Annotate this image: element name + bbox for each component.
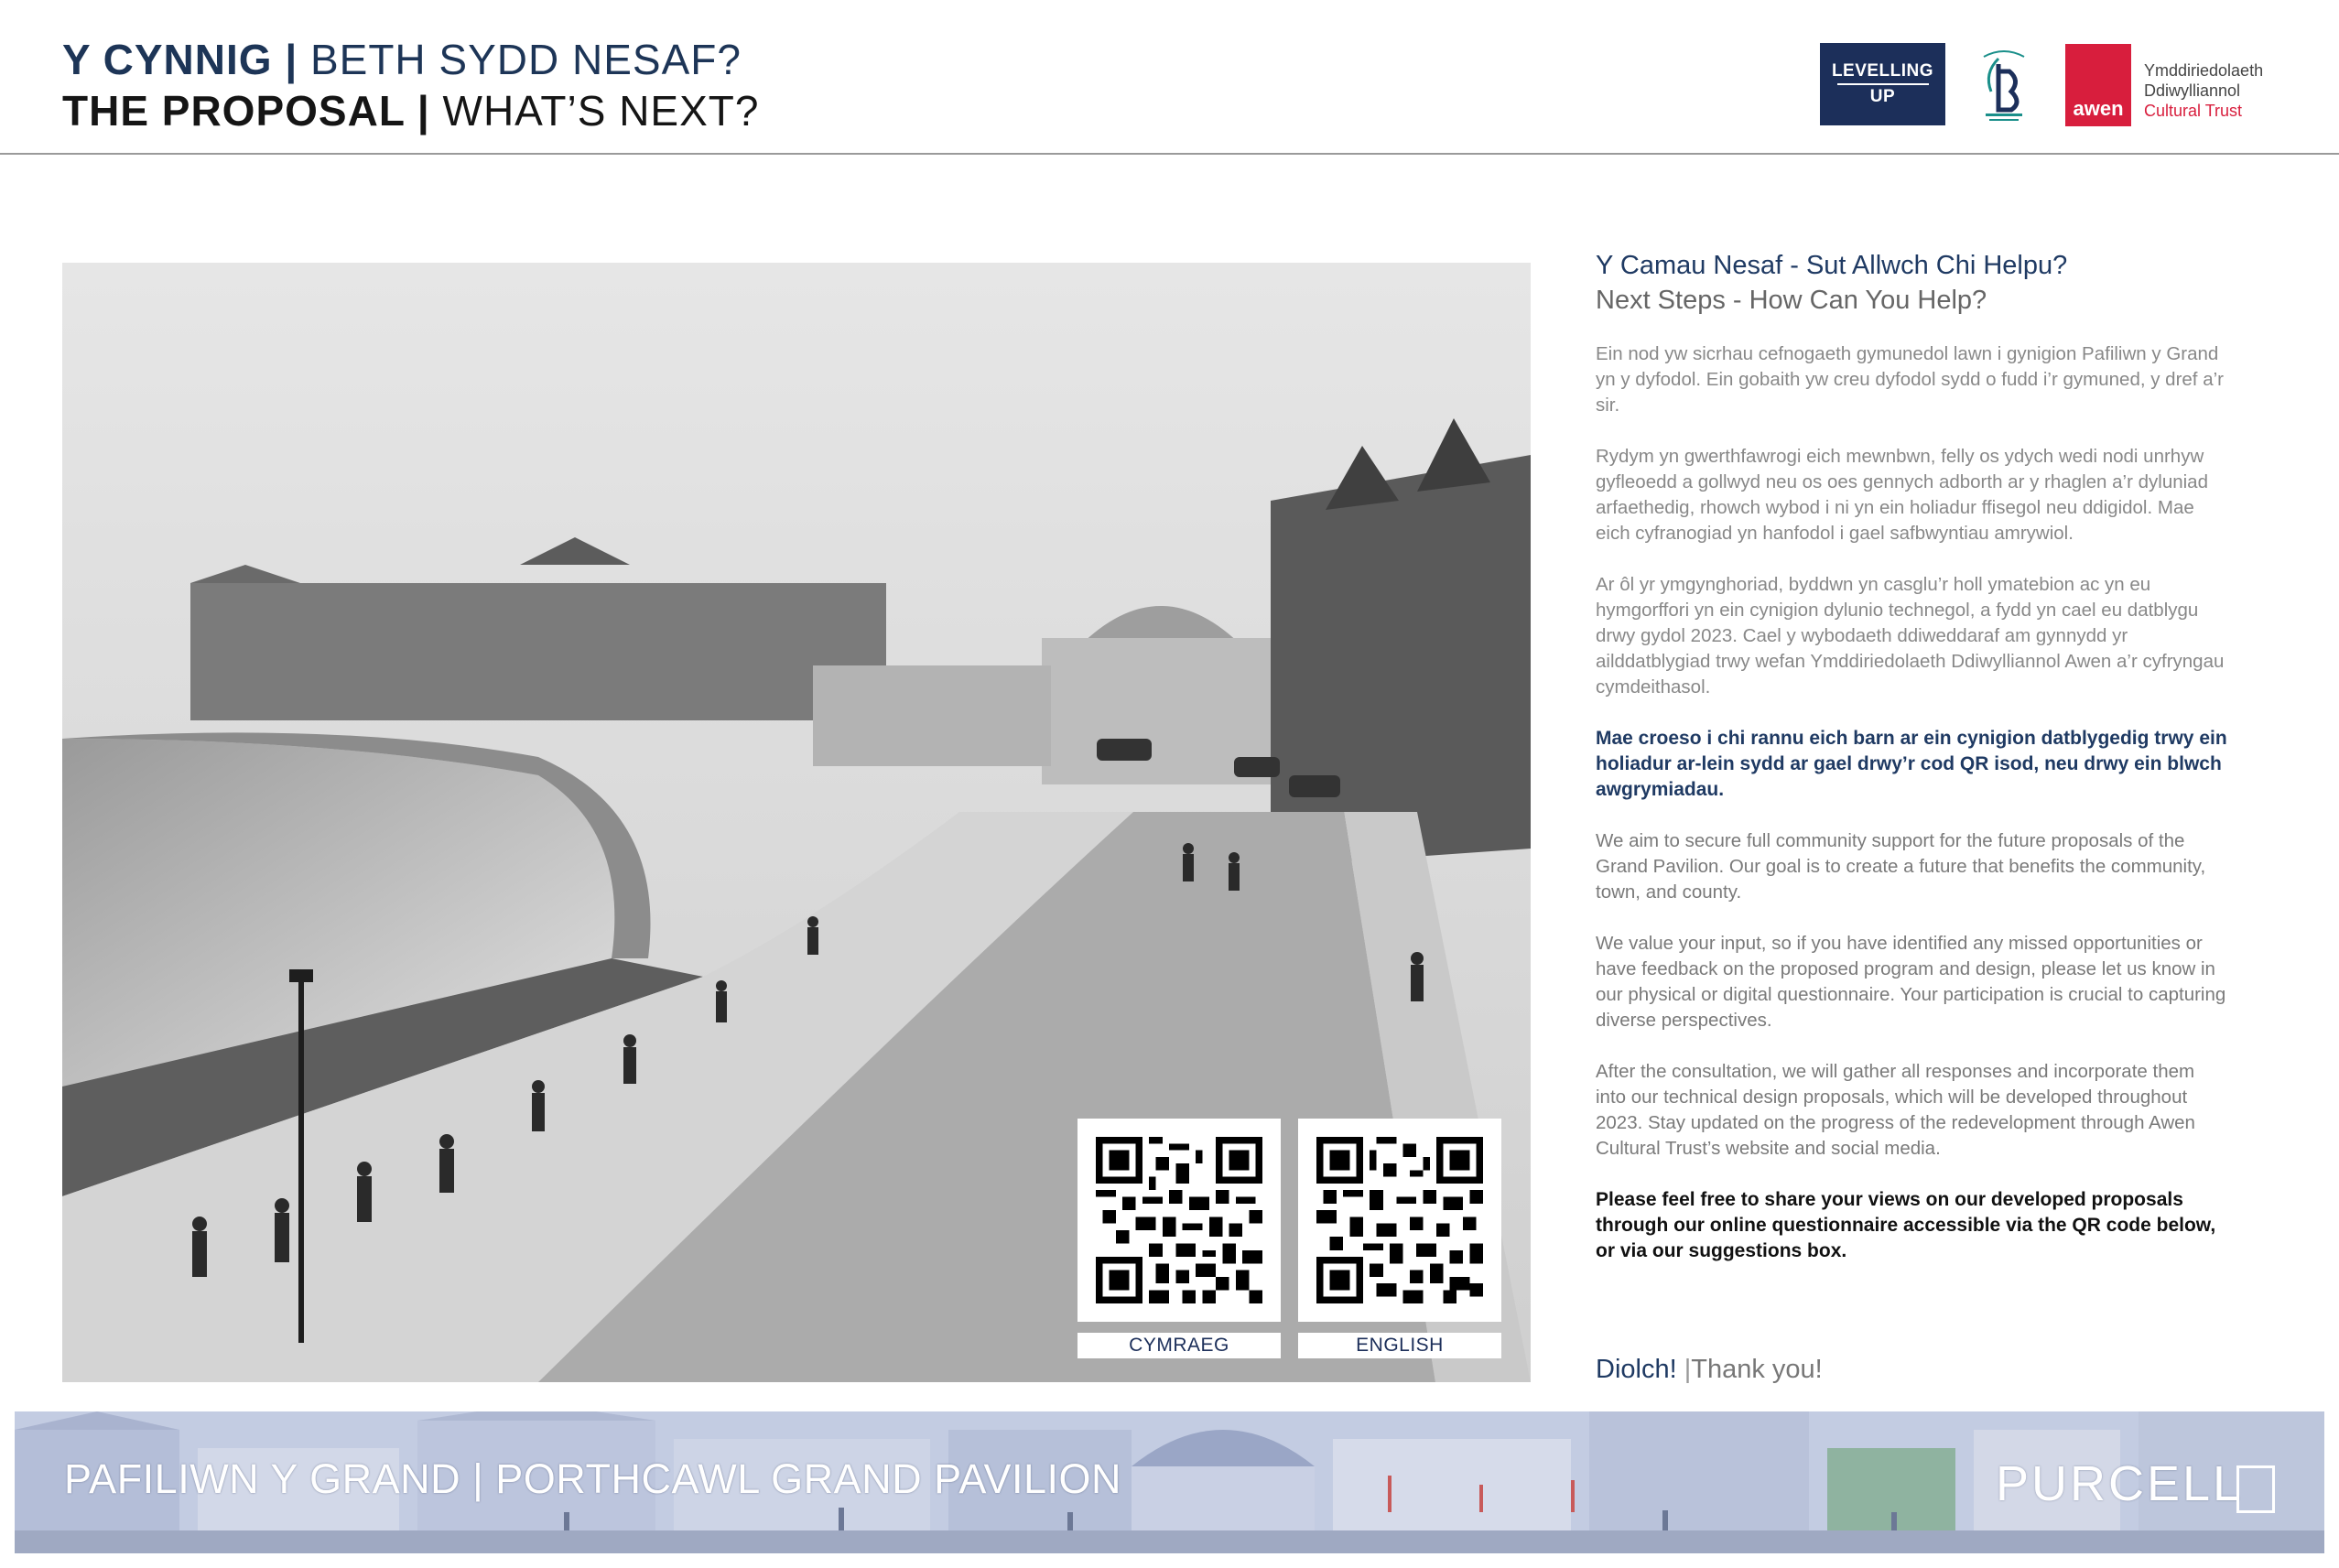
levelling-up-logo (1820, 43, 1945, 125)
awen-text-line3: Cultural Trust (2144, 102, 2243, 120)
english-title (62, 86, 759, 135)
awen-text-line2: Ddiwylliannol (2144, 81, 2241, 100)
welsh-title-bold: Y CYNNIG | (62, 36, 298, 83)
welsh-call-to-action: Mae croeso i chi rannu eich barn ar ein cynigion datblygedig trwy ein holiadur ar-lein sydd ar gael drwy’r cod QR isod, neu drwy ein blwch awgrymiadau. (1596, 728, 2227, 800)
thanks-welsh: Diolch! (1596, 1355, 1677, 1384)
welsh-paragraph-1: Ein nod yw sicrhau cefnogaeth gymunedol lawn i gynigion Pafiliwn y Grand yn y dyfodol. Ein gobaith yw creu dyfodol sydd o fudd i’r gymuned, y dref a’r sir. (1596, 343, 2224, 416)
welsh-paragraph-2: Rydym yn gwerthfawrogi eich mewnbwn, felly os ydych wedi nodi unrhyw gyfleoedd a gollwyd neu os oes gennych adborth ar y rhaglen a’r dyluniad arfaethedig, rhowch wybod i ni yn ein holiadur ffisegol neu ddigidol. Mae eich cyfranogiad yn hanfodol i gael safbwyntiau amrywiol. (1596, 446, 2208, 544)
welsh-title-light: BETH SYDD NESAF? (309, 36, 742, 83)
english-title-bold: THE PROPOSAL | (62, 87, 430, 135)
english-qr-code[interactable] (1298, 1119, 1501, 1322)
thank-you-line (1596, 1353, 1823, 1386)
english-paragraph-3: After the consultation, we will gather all responses and incorporate them into our technical design proposals, which will be developed throughout 2023. Stay updated on the progress of the redevelopment through Awen Cultural Trust’s website and social media. (1596, 1061, 2195, 1159)
english-title-light: WHAT’S NEXT? (442, 87, 760, 135)
levelling-up-logo-line2: UP (1869, 87, 1896, 106)
bridgend-council-logo (1971, 37, 2037, 128)
thanks-english: Thank you! (1691, 1355, 1823, 1384)
levelling-up-logo-line1: LEVELLING (1831, 61, 1934, 81)
english-qr-label: ENGLISH (1298, 1333, 1501, 1358)
welsh-qr-label: CYMRAEG (1077, 1333, 1281, 1358)
purcell-logo: PURCELL (1996, 1456, 2244, 1511)
welsh-paragraph-3: Ar ôl yr ymgynghoriad, byddwn yn casglu’r holl ymatebion ac yn eu hymgorffori yn ein cynigion dylunio technegol, a fydd yn cael eu datblygu drwy gydol 2023. Cael y wybodaeth ddiweddaraf am gynnydd yr ailddatblygiad trwy wefan Ymddiriedolaeth Ddiwylliannol Awen a’r cyfryngau cymdeithasol. (1596, 574, 2225, 697)
english-paragraph-2: We value your input, so if you have identified any missed opportunities or have feedback on the proposed program and design, please let us know in our physical or digital questionnaire. Your participation is crucial to capturing diverse perspectives. (1596, 933, 2226, 1031)
awen-logo-mark: awen (2073, 97, 2124, 120)
header-divider (0, 153, 2339, 155)
heading-english: Next Steps - How Can You Help? (1596, 286, 1987, 315)
qr-code-icon (1096, 1137, 1262, 1303)
bridgend-crest-icon (1971, 37, 2037, 128)
footer-title: PAFILIWN Y GRAND | PORTHCAWL GRAND PAVILION (64, 1455, 1122, 1502)
qr-code-icon (1316, 1137, 1483, 1303)
english-call-to-action: Please feel free to share your views on our developed proposals through our online questionnaire accessible via the QR code below, or via our suggestions box. (1596, 1189, 2216, 1261)
awen-logo-text (2144, 60, 2263, 121)
levelling-up-logo-bar (1837, 83, 1929, 85)
purcell-logo-mark (2236, 1465, 2275, 1513)
welsh-qr-code[interactable] (1077, 1119, 1281, 1322)
english-paragraph-1: We aim to secure full community support for the future proposals of the Grand Pavilion. Our goal is to create a future that benefits the community, town, and county. (1596, 830, 2206, 903)
awen-text-line1: Ymddiriedolaeth (2144, 61, 2264, 80)
awen-logo (2065, 44, 2131, 126)
next-steps-section (1596, 248, 2227, 1290)
heading-welsh: Y Camau Nesaf - Sut Allwch Chi Helpu? (1596, 251, 2068, 280)
welsh-title (62, 35, 742, 84)
thanks-separator: | (1684, 1355, 1692, 1384)
